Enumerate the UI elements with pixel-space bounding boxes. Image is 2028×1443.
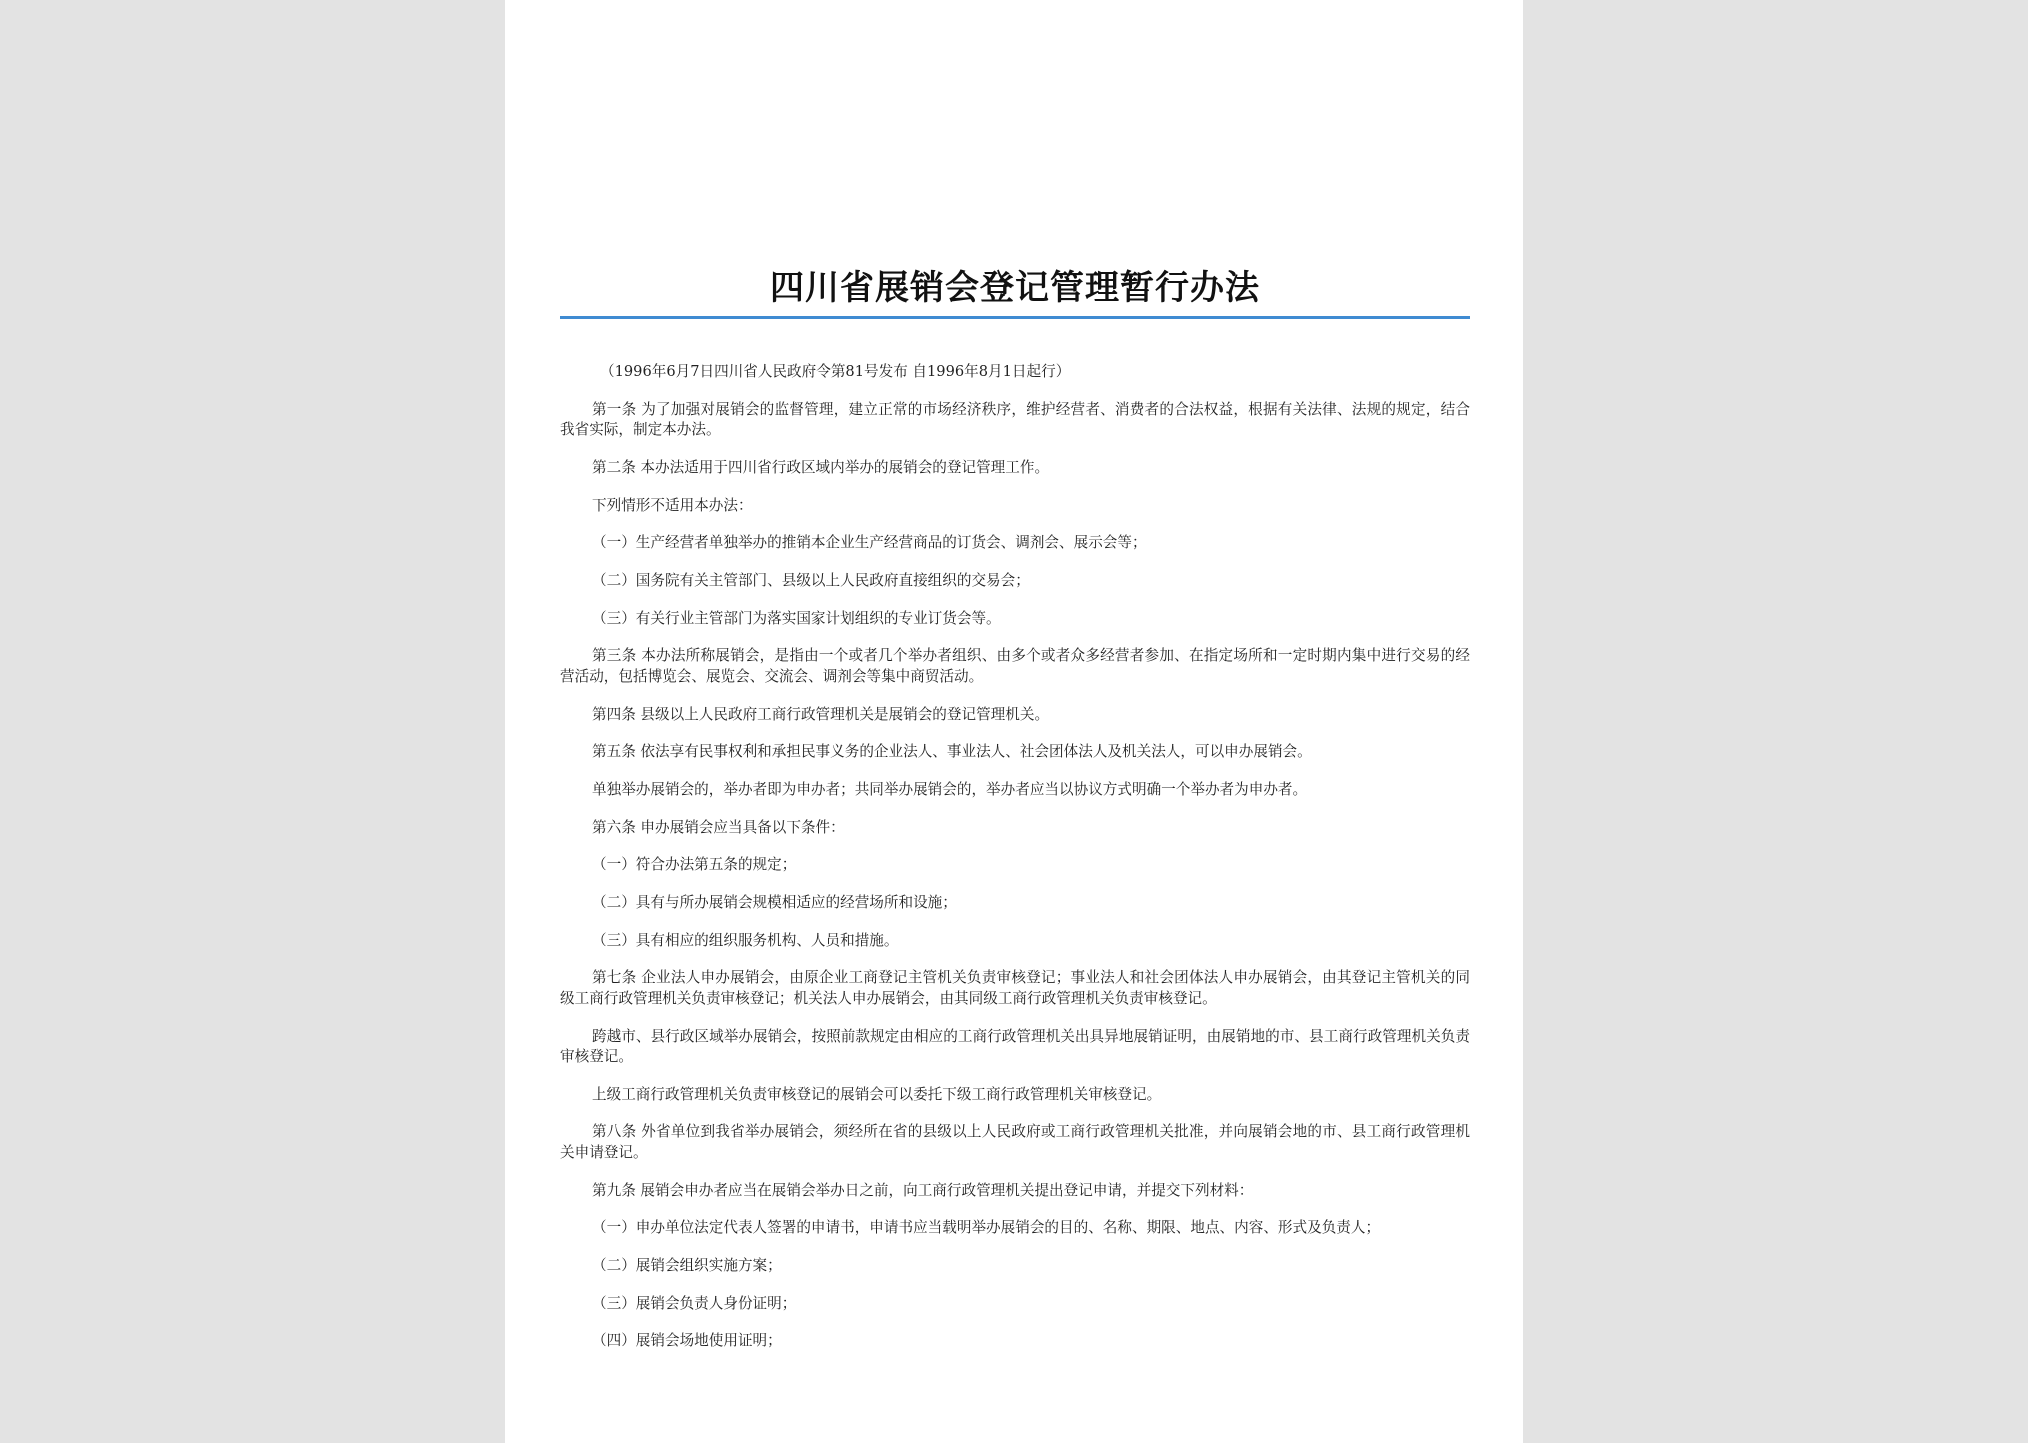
article-3: 第三条 本办法所称展销会，是指由一个或者几个举办者组织、由多个或者众多经营者参加、在指定场所和一定时期内集中进行交易的经营活动，包括博览会、展览会、交流会、调剂会等集中商贸活动。 — [560, 647, 1470, 685]
article-7-paragraph-2: 跨越市、县行政区域举办展销会，按照前款规定由相应的工商行政管理机关出具异地展销证明，由展销地的市、县工商行政管理机关负责审核登记。 — [560, 1027, 1470, 1065]
article-2-exclusions-intro: 下列情形不适用本办法： — [592, 496, 753, 514]
issuance-note: （1996年6月7日四川省人民政府令第81号发布 自1996年8月1日起行） — [600, 363, 1071, 380]
article-2-item-1: （一）生产经营者单独举办的推销本企业生产经营商品的订货会、调剂会、展示会等； — [592, 534, 1147, 552]
article-7: 第七条 企业法人申办展销会，由原企业工商登记主管机关负责审核登记；事业法人和社会团体法人申办展销会，由其登记主管机关的同级工商行政管理机关负责审核登记；机关法人申办展销会，由其同级工商行政管理机关负责审核登记。 — [560, 969, 1470, 1007]
article-9-item-1: （一）申办单位法定代表人签署的申请书，申请书应当载明举办展销会的目的、名称、期限、地点、内容、形式及负责人； — [592, 1219, 1381, 1237]
article-9-item-2: （二）展销会组织实施方案； — [592, 1256, 782, 1274]
document-title: 四川省展销会登记管理暂行办法 — [770, 268, 1260, 308]
article-6-item-1: （一）符合办法第五条的规定； — [592, 856, 797, 874]
article-5-paragraph-2: 单独举办展销会的，举办者即为申办者；共同举办展销会的，举办者应当以协议方式明确一个举办者为申办者。 — [592, 780, 1308, 798]
article-4: 第四条 县级以上人民政府工商行政管理机关是展销会的登记管理机关。 — [592, 705, 1050, 723]
article-6-item-2: （二）具有与所办展销会规模相适应的经营场所和设施； — [592, 893, 957, 911]
article-8: 第八条 外省单位到我省举办展销会，须经所在省的县级以上人民政府或工商行政管理机关批准，并向展销会地的市、县工商行政管理机关申请登记。 — [560, 1123, 1470, 1161]
article-2-item-2: （二）国务院有关主管部门、县级以上人民政府直接组织的交易会； — [592, 571, 1030, 589]
article-5: 第五条 依法享有民事权利和承担民事义务的企业法人、事业法人、社会团体法人及机关法人，可以申办展销会。 — [592, 743, 1312, 761]
article-2-item-3: （三）有关行业主管部门为落实国家计划组织的专业订货会等。 — [592, 609, 1001, 627]
article-6: 第六条 申办展销会应当具备以下条件： — [592, 818, 845, 836]
document-body — [560, 362, 1470, 1369]
article-9-item-3: （三）展销会负责人身份证明； — [592, 1294, 797, 1312]
article-7-paragraph-3: 上级工商行政管理机关负责审核登记的展销会可以委托下级工商行政管理机关审核登记。 — [592, 1085, 1162, 1103]
article-6-item-3: （三）具有相应的组织服务机构、人员和措施。 — [592, 931, 899, 949]
title-underline — [560, 316, 1470, 319]
article-9: 第九条 展销会申办者应当在展销会举办日之前，向工商行政管理机关提出登记申请，并提交下列材料： — [592, 1181, 1254, 1199]
article-9-item-4: （四）展销会场地使用证明； — [592, 1332, 782, 1350]
document-page — [505, 0, 1523, 1443]
article-1: 第一条 为了加强对展销会的监督管理，建立正常的市场经济秩序，维护经营者、消费者的合法权益，根据有关法律、法规的规定，结合我省实际，制定本办法。 — [560, 400, 1470, 439]
article-2: 第二条 本办法适用于四川省行政区域内举办的展销会的登记管理工作。 — [592, 458, 1050, 476]
